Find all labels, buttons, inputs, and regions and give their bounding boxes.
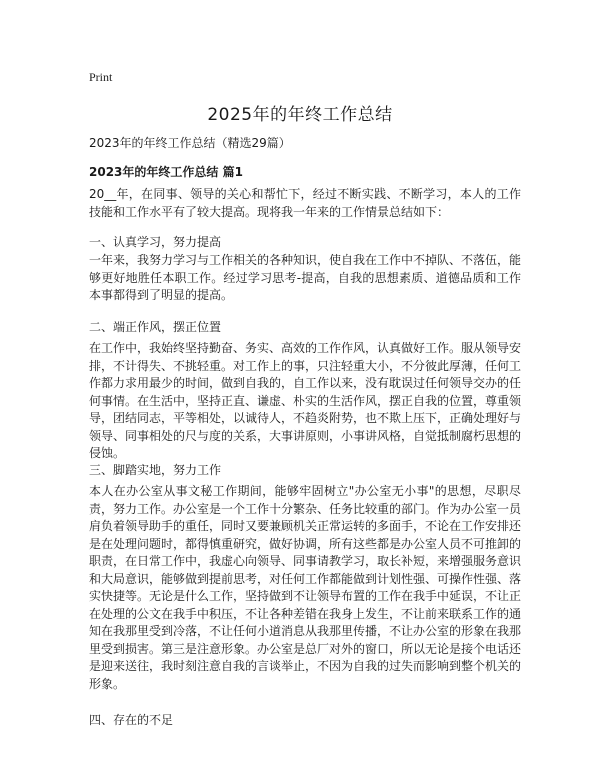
section-title: 2023年的年终工作总结 篇1 bbox=[89, 165, 243, 179]
section-body-3: 本人在办公室从事文秘工作期间，能够牢固树立"办公室无小事"的思想，尽职尽责，努力工作。办公室是一个工作十分繁杂、任务比较重的部门。作为办公室一员肩负着领导助手的重任，同时又要兼顾机关正常运转的多面手，不论在工作安排还是在处理问题时，都得慎重研究，做好协调，所有这些都是办公室人员不可推卸的职责，在日常工作中，我虚心向领导、同事请教学习，取长补短，来增强服务意识和大局意识，能够做到提前思考，对任何工作都能做到计划性强、可操作性强、落实快捷等。无论是什么工作，坚持做到不让领导布置的工作在我手中延误，不让正在处理的公文在我手中积压，不让各种差错在我身上发生，不让前来联系工作的通知在我那里受到冷落，不让任何小道消息从我那里传播，不让办公室的形象在我那里受到损害。第三是注意形象。办公室是总厂对外的窗口，所以无论是接个电话还是迎来送往，我时刻注意自我的言谈举止，不因为自我的过失而影响到整个机关的形象。 bbox=[89, 484, 522, 691]
intro-paragraph: 20__年，在同事、领导的关心和帮忙下，经过不断实践、不断学习，本人的工作技能和工作水平有了较大提高。现将我一年来的工作情景总结如下： bbox=[89, 187, 521, 219]
section-heading-2: 二、端正作风，摆正位置 bbox=[89, 320, 222, 334]
section-heading-1: 一、认真学习，努力提高 bbox=[89, 235, 222, 249]
section-body-1: 一年来，我努力学习与工作相关的各种知识，使自我在工作中不掉队、不落伍，能够更好地胜任本职工作。经过学习思考-提高，自我的思想素质、道德品质和工作本事都得到了明显的提高。 bbox=[89, 253, 522, 302]
document-subtitle: 2023年的年终工作总结（精选29篇） bbox=[89, 136, 291, 150]
print-link[interactable]: Print bbox=[89, 70, 113, 84]
section-body-2: 在工作中，我始终坚持勤奋、务实、高效的工作作风，认真做好工作。服从领导安排，不计得失、不挑轻重。对工作上的事，只注轻重大小，不分彼此厚薄，任何工作都力求用最少的时间，做到自我的，自工作以来，没有耽误过任何领导交办的任何事情。在生活中，坚持正直、谦虚、朴实的生活作风，摆正自我的位置，尊重领导，团结同志，平等相处，以诚待人，不趋炎附势，也不欺上压下，正确处理好与领导、同事相处的尺与度的关系，大事讲原则，小事讲风格，自觉抵制腐朽思想的侵蚀。 bbox=[89, 341, 522, 460]
section-heading-3: 三、脚踏实地，努力工作 bbox=[89, 463, 222, 477]
page-title: 2025年的年终工作总结 bbox=[207, 105, 393, 125]
section-heading-4: 四、存在的不足 bbox=[89, 713, 174, 727]
